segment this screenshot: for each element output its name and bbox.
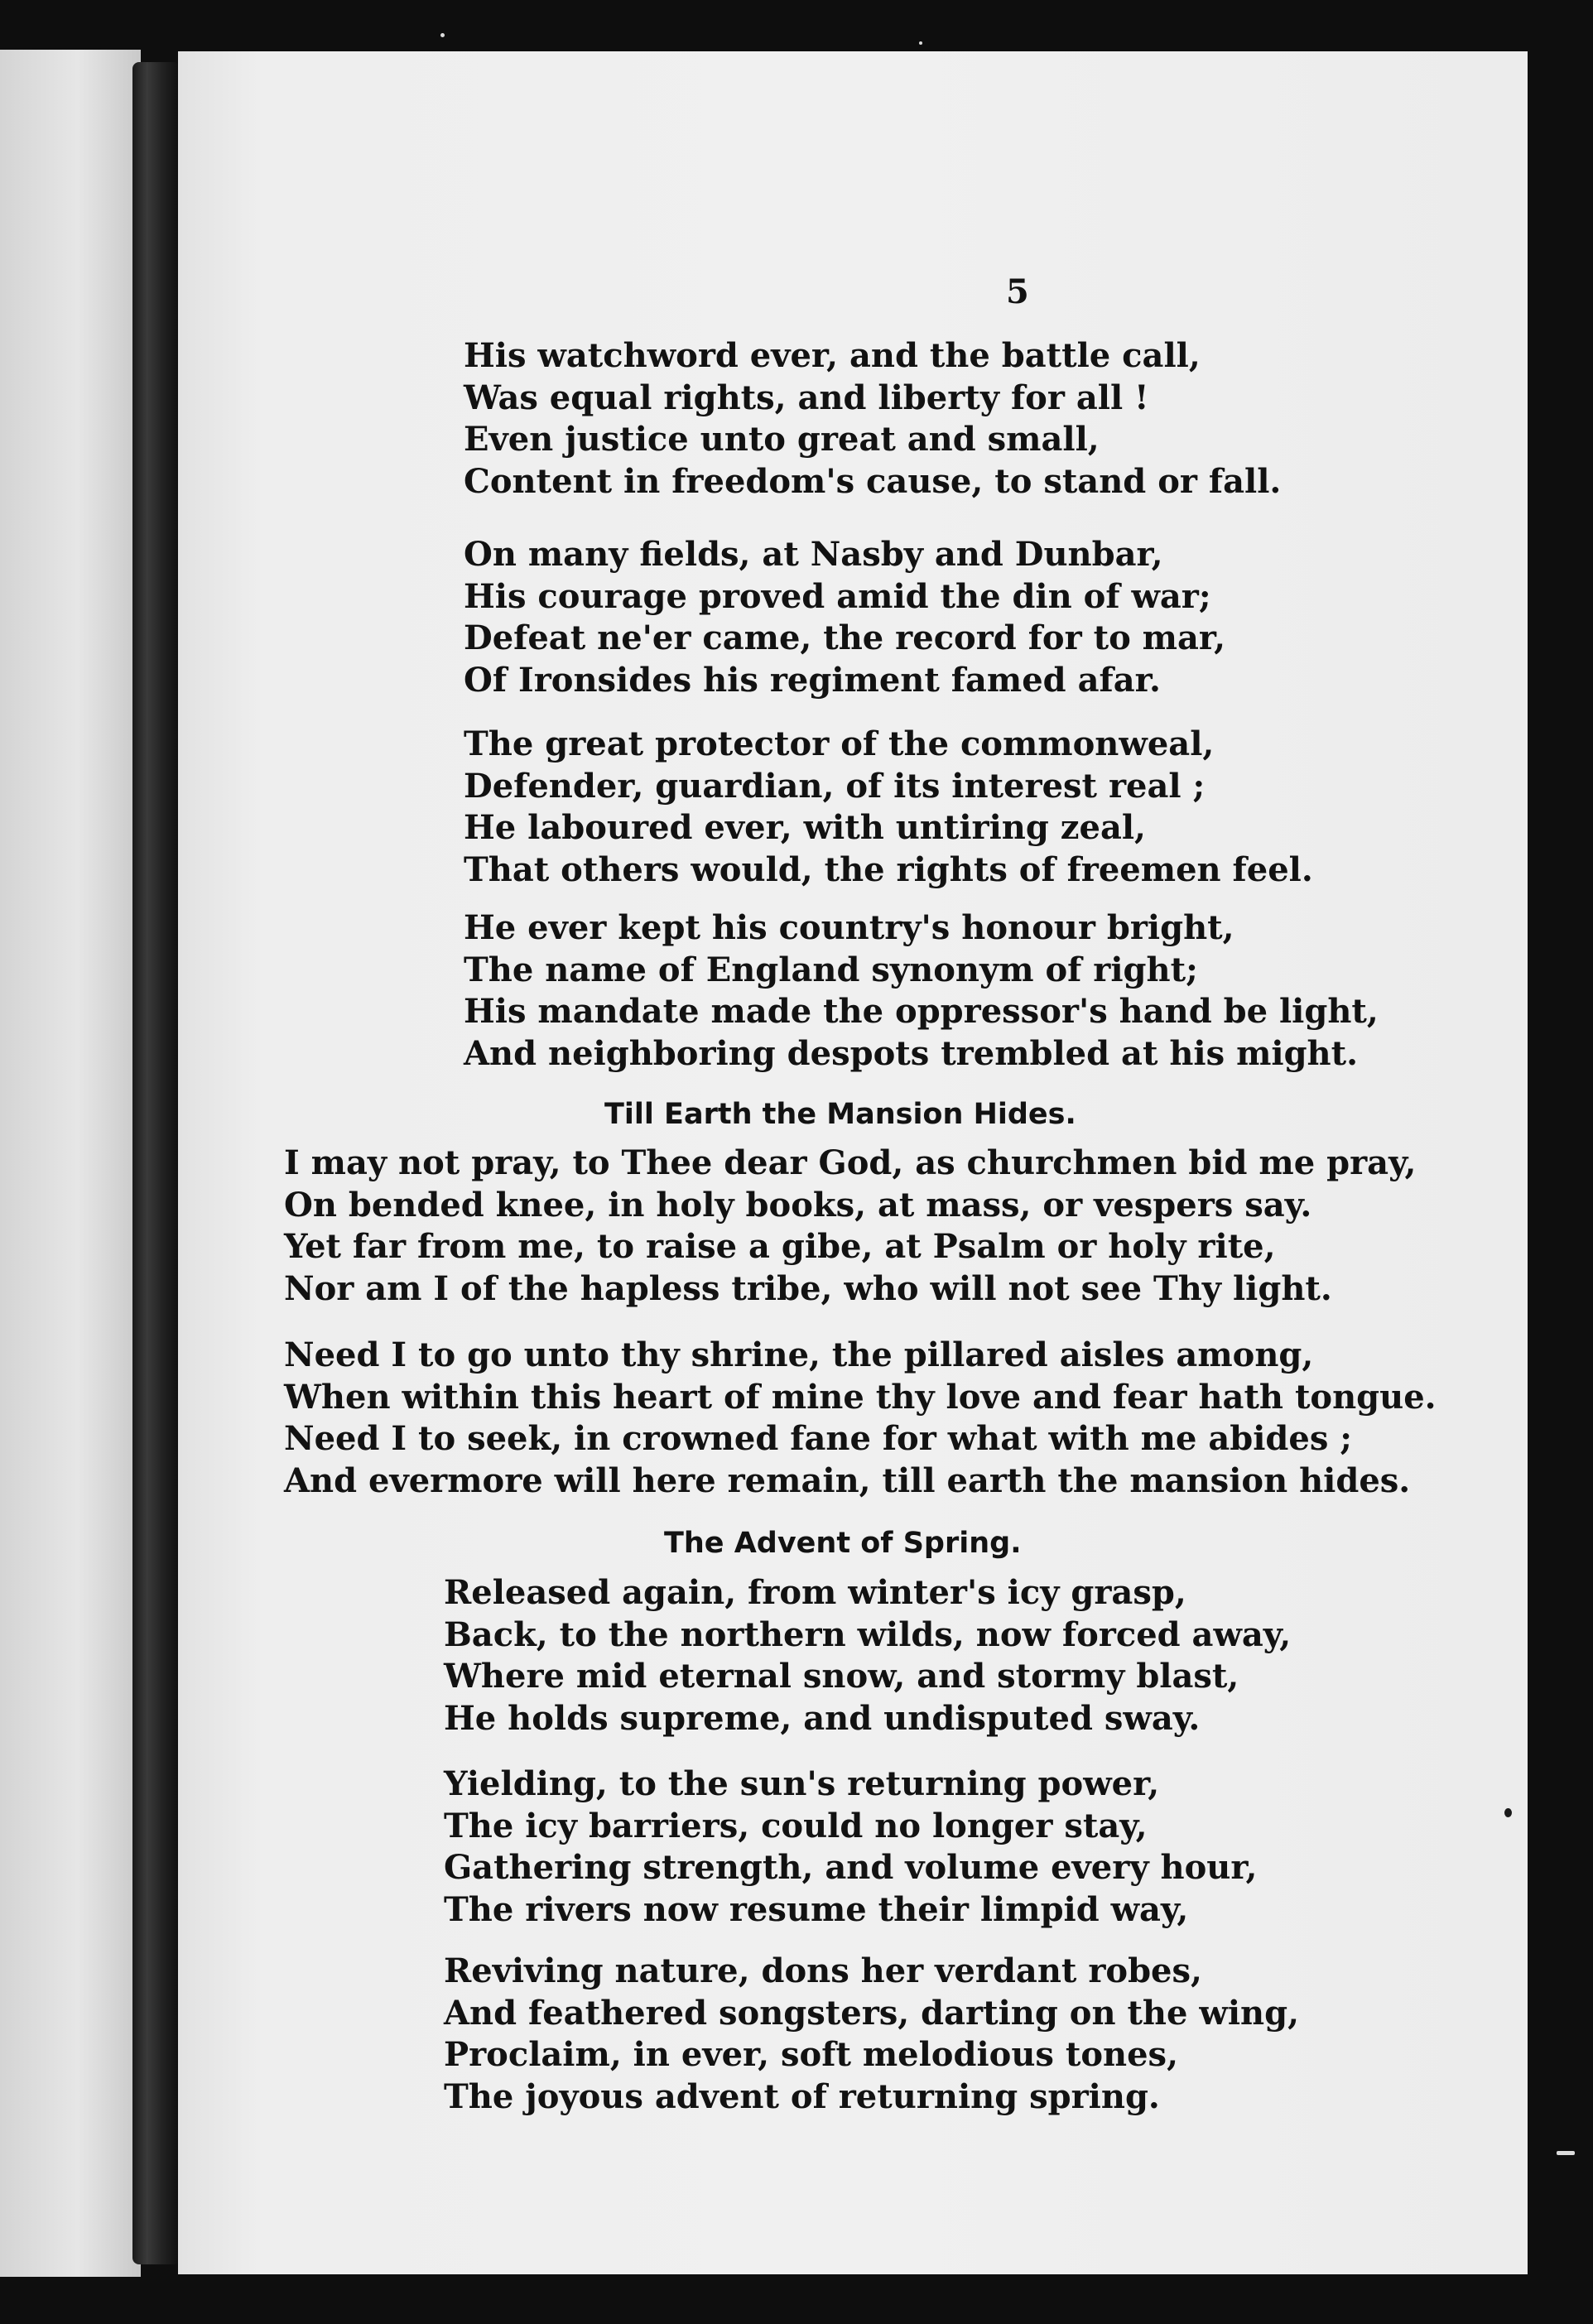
poem-line: When within this heart of mine thy love and fear hath tongue.	[284, 1377, 1437, 1417]
poem-line: The rivers now resume their limpid way,	[444, 1889, 1189, 1929]
poem-cromwell-stanza-1	[464, 335, 1281, 503]
page-number: 5	[1006, 272, 1029, 311]
poem-line: Even justice unto great and small,	[464, 420, 1100, 459]
poem-line: Of Ironsides his regiment famed afar.	[464, 660, 1161, 700]
poem-line: I may not pray, to Thee dear God, as churchmen bid me pray,	[284, 1143, 1417, 1182]
poem-line: His mandate made the oppressor's hand be light,	[464, 992, 1379, 1031]
poem-line: And feathered songsters, darting on the wing,	[444, 1993, 1299, 2033]
poem-line: He ever kept his country's honour bright,	[464, 908, 1234, 947]
facing-page-edge	[0, 50, 141, 2277]
poem-line: Proclaim, in ever, soft melodious tones,	[444, 2035, 1178, 2074]
poem-line: On many fields, at Nasby and Dunbar,	[464, 535, 1163, 574]
poem-line: His watchword ever, and the battle call,	[464, 336, 1201, 375]
scan-speck	[1557, 2151, 1575, 2155]
poem-line: Need I to go unto thy shrine, the pillared aisles among,	[284, 1335, 1314, 1374]
poem-line: And evermore will here remain, till earth the mansion hides.	[284, 1460, 1411, 1500]
poem-line: Released again, from winter's icy grasp,	[444, 1573, 1186, 1612]
poem-line: Where mid eternal snow, and stormy blast,	[444, 1657, 1239, 1696]
poem-line: Need I to seek, in crowned fane for what with me abides ;	[284, 1419, 1353, 1458]
poem-spring-stanza-2	[444, 1763, 1257, 1931]
poem-line: And neighboring despots trembled at his might.	[464, 1033, 1359, 1073]
poem-mansion-stanza-2	[284, 1335, 1437, 1502]
book-spine	[132, 62, 180, 2264]
poem-line: Back, to the northern wilds, now forced away,	[444, 1614, 1292, 1654]
poem-cromwell-stanza-3	[464, 724, 1313, 891]
poem-mansion-title: Till Earth the Mansion Hides.	[604, 1098, 1076, 1131]
scan-speck	[919, 41, 922, 45]
scan-speck	[440, 33, 445, 37]
poem-line: He holds supreme, and undisputed sway.	[444, 1698, 1201, 1738]
poem-line: On bended knee, in holy books, at mass, or vespers say.	[284, 1185, 1312, 1225]
poem-spring-stanza-3	[444, 1951, 1299, 2118]
poem-line: That others would, the rights of freemen feel.	[464, 849, 1313, 889]
poem-line: His courage proved amid the din of war;	[464, 576, 1211, 616]
poem-line: The joyous advent of returning spring.	[444, 2076, 1160, 2116]
poem-spring-stanza-1	[444, 1572, 1291, 1739]
poem-line: The great protector of the commonweal,	[464, 724, 1215, 763]
book-page	[178, 51, 1528, 2274]
poem-line: Defeat ne'er came, the record for to mar,	[464, 618, 1225, 657]
poem-line: Was equal rights, and liberty for all !	[464, 378, 1149, 417]
poem-line: Yielding, to the sun's returning power,	[444, 1764, 1160, 1803]
poem-line: Reviving nature, dons her verdant robes,	[444, 1951, 1202, 1990]
poem-line: He laboured ever, with untiring zeal,	[464, 808, 1146, 847]
poem-cromwell-stanza-4	[464, 907, 1379, 1075]
poem-mansion-stanza-1	[284, 1143, 1416, 1310]
poem-spring-title: The Advent of Spring.	[664, 1527, 1022, 1560]
poem-line: Gathering strength, and volume every hour,	[444, 1848, 1258, 1887]
poem-line: Defender, guardian, of its interest real ;	[464, 766, 1206, 806]
poem-line: Yet far from me, to raise a gibe, at Psalm or holy rite,	[284, 1227, 1276, 1266]
poem-line: Content in freedom's cause, to stand or fall.	[464, 461, 1282, 501]
poem-line: Nor am I of the hapless tribe, who will not see Thy light.	[284, 1268, 1332, 1308]
poem-line: The icy barriers, could no longer stay,	[444, 1806, 1148, 1845]
scan-speck	[1504, 1808, 1512, 1817]
poem-line: The name of England synonym of right;	[464, 950, 1198, 989]
poem-cromwell-stanza-2	[464, 534, 1225, 701]
